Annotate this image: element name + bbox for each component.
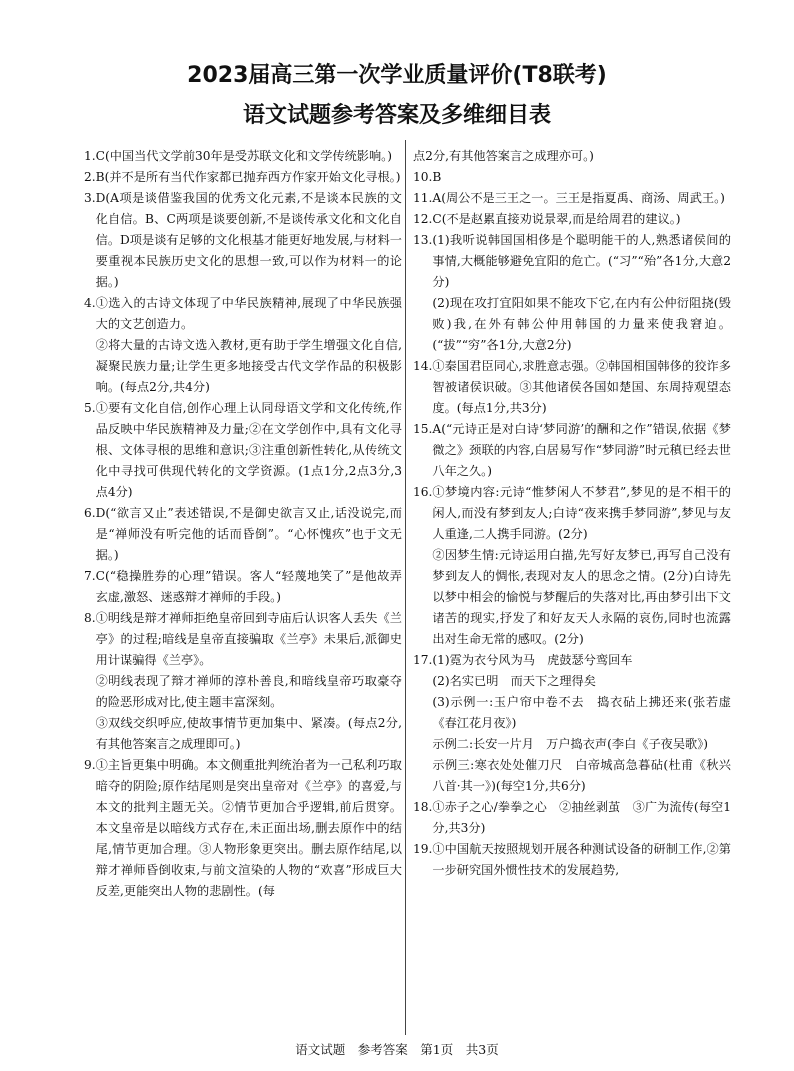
answer-body (432, 482, 731, 650)
question-number: 7. (84, 569, 96, 583)
question-number: 13. (413, 233, 433, 247)
question-number: 17. (413, 653, 433, 667)
page-footer: 语文试题 参考答案 第1页 共3页 (295, 1042, 499, 1057)
answer-body (96, 293, 402, 398)
page-subtitle: 语文试题参考答案及多维细目表 (242, 103, 551, 128)
answer-body (413, 146, 731, 167)
answer-body (96, 503, 402, 566)
answer-body (432, 797, 731, 839)
answer-text: ②明线表现了辩才禅师的淳朴善良,和暗线皇帝巧取豪夺的险恶形成对比,使主题丰富深刻。 (95, 674, 402, 709)
answer-body (96, 755, 402, 902)
column-divider (405, 140, 406, 1035)
answer-body (96, 398, 402, 503)
answer-body (432, 230, 731, 356)
answer-item (413, 482, 731, 650)
answer-text: B (432, 170, 442, 184)
answer-body (432, 356, 731, 419)
answer-text: B(并不是所有当代作家都已抛弃西方作家开始文化寻根。) (95, 170, 401, 184)
question-number: 19. (413, 842, 433, 856)
answer-text: ②将大量的古诗文选入教材,更有助于学生增强文化自信,凝聚民族力量;让学生更多地接受古代文学作品的积极影响。(每点2分,共4分) (95, 338, 402, 394)
answer-text: (3)示例一:玉户帘中卷不去 捣衣砧上拂还来(张若虚《春江花月夜》) (432, 695, 731, 730)
answer-text: C(中国当代文学前30年是受苏联文化和文学传统影响。) (95, 149, 393, 163)
question-number: 4. (84, 296, 96, 310)
answer-item (84, 503, 402, 566)
question-number: 16. (413, 485, 433, 499)
question-number: 12. (413, 212, 433, 226)
answer-item (413, 650, 731, 797)
answer-item (84, 146, 402, 167)
answer-body (96, 608, 402, 755)
question-number: 8. (84, 611, 96, 625)
answer-text: 示例二:长安一片月 万户捣衣声(李白《子夜吴歌》) (432, 737, 709, 751)
answer-body (96, 146, 402, 167)
answer-text: A(周公不是三王之一。三王是指夏禹、商汤、周武王。) (432, 191, 725, 205)
answer-body (96, 167, 402, 188)
answer-text: 点2分,有其他答案言之成理亦可。) (413, 149, 594, 163)
answer-item (413, 419, 731, 482)
question-number: 18. (413, 800, 433, 814)
answer-item (413, 839, 731, 881)
answer-text: ③双线交织呼应,使故事情节更加集中、紧凑。(每点2分,有其他答案言之成理即可。) (95, 716, 402, 751)
answer-column-right (413, 146, 731, 881)
answer-text: ①中国航天按照规划开展各种测试设备的研制工作,②第一步研究国外惯性技术的发展趋势, (432, 842, 731, 877)
answer-item (84, 398, 402, 503)
page-title: 2023届高三第一次学业质量评价(T8联考) (187, 63, 607, 88)
answer-body (432, 209, 731, 230)
question-number: 1. (84, 149, 96, 163)
answer-column-left (84, 146, 402, 902)
question-number: 5. (84, 401, 96, 415)
answer-item (84, 566, 402, 608)
answer-item (84, 188, 402, 293)
answer-text: A(“元诗正是对白诗‘梦同游’的酬和之作”错误,依据《梦微之》颈联的内容,白居易写作“梦同游”时元稹已经去世八年之久。) (432, 422, 731, 478)
answer-body (96, 188, 402, 293)
answer-text: D(“欲言又止”表述错误,不是御史欲言又止,话没说完,而是“禅师没有听完他的话而昏倒”。“心怀愧疚”也于文无据。) (95, 506, 402, 562)
answer-text: D(A项是谈借鉴我国的优秀文化元素,不是谈本民族的文化自信。B、C两项是谈要创新,不是谈传承文化和文化自信。D项是谈有足够的文化根基才能更好地发展,与材料一要重视本民族历史文化的思想一致,可以作为材料一的论据。) (95, 191, 402, 289)
answer-item (84, 293, 402, 398)
answer-item (413, 797, 731, 839)
answer-text: C(不是赵累直接劝说景翠,而是给周君的建议。) (432, 212, 681, 226)
answer-body (96, 566, 402, 608)
answer-item (84, 167, 402, 188)
answer-item (84, 608, 402, 755)
answer-item (413, 356, 731, 419)
answer-item (413, 209, 731, 230)
answer-text: ①秦国君臣同心,求胜意志强。②韩国相国韩侈的狡诈多智被诸侯识破。③其他诸侯各国如楚国、东周持观望态度。(每点1分,共3分) (432, 359, 731, 415)
answer-text: ①主旨更集中明确。本文侧重批判统治者为一己私利巧取暗夺的阴险;原作结尾则是突出皇帝对《兰亭》的喜爱,与本文的批判主题无关。②情节更加合乎逻辑,前后贯穿。本文皇帝是以暗线方式存在,未正面出场,删去原作中的结尾,情节更加合理。③人物形象更突出。删去原作结尾,以辩才禅师昏倒收束,与前文渲染的人物的“欢喜”形成巨大反差,更能突出人物的悲剧性。(每 (95, 758, 402, 898)
answer-text: (2)名实已明 而天下之理得矣 (432, 674, 596, 688)
question-number: 2. (84, 170, 96, 184)
answer-text: 示例三:寒衣处处催刀尺 白帝城高急暮砧(杜甫《秋兴八首·其一》)(每空1分,共6分) (432, 758, 731, 793)
answer-text: (1)我听说韩国国相侈是个聪明能干的人,熟悉诸侯间的事情,大概能够避免宜阳的危亡。(“习”“殆”各1分,大意2分) (432, 233, 731, 289)
answer-item (413, 167, 731, 188)
answer-body (432, 650, 731, 797)
question-number: 15. (413, 422, 433, 436)
answer-body (432, 188, 731, 209)
answer-item (413, 188, 731, 209)
answer-text: (1)霓为衣兮风为马 虎鼓瑟兮鸾回车 (432, 653, 633, 667)
answer-item (413, 230, 731, 356)
answer-text: ①明线是辩才禅师拒绝皇帝回到寺庙后认识客人丢失《兰亭》的过程;暗线是皇帝直接骗取《兰亭》未果后,派御史用计谋骗得《兰亭》。 (95, 611, 402, 667)
question-number: 9. (84, 758, 96, 772)
question-number: 3. (84, 191, 96, 205)
answer-body (432, 419, 731, 482)
answer-text: ①选入的古诗文体现了中华民族精神,展现了中华民族强大的文艺创造力。 (95, 296, 402, 331)
question-number: 6. (84, 506, 96, 520)
answer-body (432, 839, 731, 881)
answer-text: ①要有文化自信,创作心理上认同母语文学和文化传统,作品反映中华民族精神及力量;②在文学创作中,具有文化寻根、文体寻根的思维和意识;③注重创新性转化,从传统文化中寻找可供现代转化的文学资源。(1点1分,2点3分,3点4分) (95, 401, 402, 499)
answer-body (432, 167, 731, 188)
answer-text: C(“稳操胜券的心理”错误。客人“轻蔑地笑了”是他故弄玄虚,激怒、迷惑辩才禅师的手段。) (95, 569, 402, 604)
question-number: 14. (413, 359, 433, 373)
answer-text: (2)现在攻打宜阳如果不能攻下它,在内有公仲衍阻挠(毁败)我,在外有韩公仲用韩国的力量来使我窘迫。(“拔”“穷”各1分,大意2分) (432, 296, 731, 352)
answer-item (84, 755, 402, 902)
answer-text: ①梦境内容:元诗“惟梦闲人不梦君”,梦见的是不相干的闲人,而没有梦到友人;白诗“夜来携手梦同游”,梦见与友人重逢,二人携手同游。(2分) (432, 485, 731, 541)
answer-text: ②因梦生情:元诗运用白描,先写好友梦已,再写自己没有梦到友人的惆怅,表现对友人的思念之情。(2分)白诗先以梦中相会的愉悦与梦醒后的失落对比,再由梦引出下文诸苦的现实,抒发了和好友天人永隔的哀伤,同时也流露出对生命无常的感叹。(2分) (432, 548, 731, 646)
answer-text: ①赤子之心/拳拳之心 ②抽丝剥茧 ③广为流传(每空1分,共3分) (432, 800, 731, 835)
question-number: 11. (413, 191, 433, 205)
answer-item (413, 146, 731, 167)
question-number: 10. (413, 170, 433, 184)
